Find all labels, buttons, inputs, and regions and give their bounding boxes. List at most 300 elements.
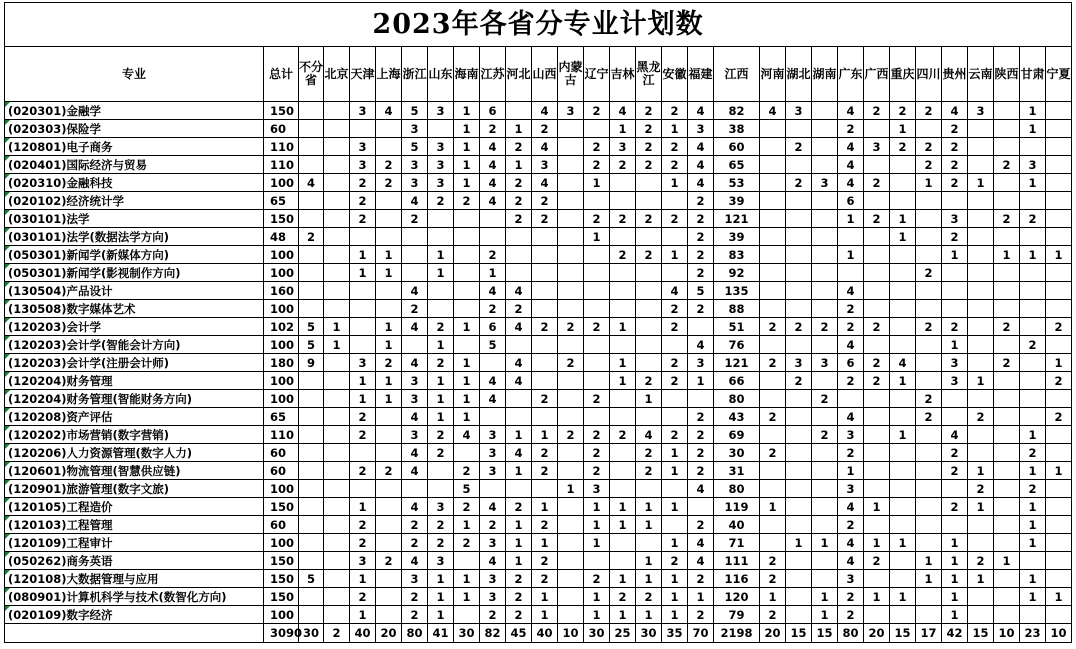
count-cell[interactable] bbox=[299, 408, 324, 426]
count-cell[interactable] bbox=[558, 606, 584, 624]
count-cell[interactable] bbox=[662, 516, 688, 534]
count-cell[interactable]: 2 bbox=[1046, 408, 1072, 426]
count-cell[interactable] bbox=[376, 426, 402, 444]
count-cell[interactable]: 2 bbox=[864, 354, 890, 372]
count-cell[interactable] bbox=[1020, 372, 1046, 390]
count-cell[interactable]: 1 bbox=[610, 606, 636, 624]
count-cell[interactable]: 1 bbox=[350, 372, 376, 390]
count-cell[interactable]: 3 bbox=[532, 156, 558, 174]
count-cell[interactable]: 119 bbox=[714, 498, 760, 516]
major-cell[interactable]: (020301)金融学 bbox=[5, 102, 264, 120]
count-cell[interactable]: 1 bbox=[662, 606, 688, 624]
total-cell[interactable]: 180 bbox=[264, 354, 299, 372]
count-cell[interactable] bbox=[916, 228, 942, 246]
count-cell[interactable]: 2 bbox=[324, 624, 350, 643]
count-cell[interactable]: 4 bbox=[480, 174, 506, 192]
major-cell[interactable]: (120206)人力资源管理(数字人力) bbox=[5, 444, 264, 462]
count-cell[interactable] bbox=[454, 264, 480, 282]
count-cell[interactable] bbox=[1046, 174, 1072, 192]
count-cell[interactable]: 4 bbox=[480, 156, 506, 174]
count-cell[interactable] bbox=[324, 570, 350, 588]
count-cell[interactable] bbox=[890, 156, 916, 174]
count-cell[interactable] bbox=[760, 246, 786, 264]
count-cell[interactable] bbox=[1020, 354, 1046, 372]
count-cell[interactable]: 1 bbox=[1020, 516, 1046, 534]
count-cell[interactable]: 1 bbox=[786, 534, 812, 552]
count-cell[interactable]: 1 bbox=[1020, 120, 1046, 138]
count-cell[interactable] bbox=[610, 264, 636, 282]
count-cell[interactable]: 3 bbox=[838, 426, 864, 444]
count-cell[interactable]: 2 bbox=[916, 264, 942, 282]
count-cell[interactable] bbox=[760, 516, 786, 534]
major-cell[interactable]: (020109)数字经济 bbox=[5, 606, 264, 624]
total-cell[interactable]: 150 bbox=[264, 210, 299, 228]
count-cell[interactable] bbox=[812, 372, 838, 390]
count-cell[interactable] bbox=[402, 480, 428, 498]
count-cell[interactable] bbox=[786, 120, 812, 138]
count-cell[interactable]: 2 bbox=[636, 102, 662, 120]
major-cell[interactable]: (120109)工程审计 bbox=[5, 534, 264, 552]
count-cell[interactable] bbox=[532, 264, 558, 282]
count-cell[interactable]: 2 bbox=[662, 426, 688, 444]
count-cell[interactable] bbox=[376, 516, 402, 534]
count-cell[interactable]: 2 bbox=[480, 120, 506, 138]
count-cell[interactable]: 4 bbox=[299, 174, 324, 192]
count-cell[interactable]: 3 bbox=[942, 354, 968, 372]
count-cell[interactable]: 2 bbox=[916, 102, 942, 120]
count-cell[interactable] bbox=[890, 300, 916, 318]
count-cell[interactable]: 9 bbox=[299, 354, 324, 372]
count-cell[interactable]: 1 bbox=[506, 462, 532, 480]
count-cell[interactable] bbox=[610, 192, 636, 210]
count-cell[interactable] bbox=[890, 390, 916, 408]
count-cell[interactable]: 71 bbox=[714, 534, 760, 552]
count-cell[interactable]: 80 bbox=[714, 390, 760, 408]
total-cell[interactable]: 102 bbox=[264, 318, 299, 336]
count-cell[interactable] bbox=[324, 228, 350, 246]
count-cell[interactable]: 1 bbox=[532, 498, 558, 516]
count-cell[interactable]: 2 bbox=[890, 138, 916, 156]
count-cell[interactable]: 3 bbox=[480, 426, 506, 444]
major-cell[interactable]: (120103)工程管理 bbox=[5, 516, 264, 534]
count-cell[interactable]: 4 bbox=[838, 534, 864, 552]
count-cell[interactable] bbox=[610, 462, 636, 480]
count-cell[interactable] bbox=[760, 156, 786, 174]
count-cell[interactable] bbox=[786, 570, 812, 588]
count-cell[interactable] bbox=[558, 390, 584, 408]
count-cell[interactable]: 66 bbox=[714, 372, 760, 390]
count-cell[interactable]: 2 bbox=[454, 534, 480, 552]
count-cell[interactable]: 2 bbox=[350, 192, 376, 210]
count-cell[interactable]: 1 bbox=[688, 372, 714, 390]
count-cell[interactable]: 1 bbox=[1046, 354, 1072, 372]
count-cell[interactable]: 1 bbox=[890, 588, 916, 606]
count-cell[interactable] bbox=[812, 498, 838, 516]
count-cell[interactable]: 43 bbox=[714, 408, 760, 426]
count-cell[interactable]: 4 bbox=[662, 282, 688, 300]
count-cell[interactable] bbox=[324, 192, 350, 210]
count-cell[interactable] bbox=[324, 282, 350, 300]
count-cell[interactable]: 3 bbox=[350, 138, 376, 156]
count-cell[interactable] bbox=[350, 480, 376, 498]
count-cell[interactable]: 1 bbox=[890, 534, 916, 552]
major-cell[interactable]: (120203)会计学 bbox=[5, 318, 264, 336]
count-cell[interactable] bbox=[558, 138, 584, 156]
count-cell[interactable]: 2 bbox=[942, 228, 968, 246]
count-cell[interactable] bbox=[454, 552, 480, 570]
count-cell[interactable] bbox=[786, 228, 812, 246]
count-cell[interactable]: 1 bbox=[428, 408, 454, 426]
count-cell[interactable] bbox=[324, 138, 350, 156]
count-cell[interactable]: 4 bbox=[636, 426, 662, 444]
count-cell[interactable]: 30 bbox=[299, 624, 324, 643]
count-cell[interactable]: 2 bbox=[428, 354, 454, 372]
count-cell[interactable] bbox=[610, 228, 636, 246]
count-cell[interactable]: 80 bbox=[714, 480, 760, 498]
count-cell[interactable]: 2 bbox=[532, 462, 558, 480]
count-cell[interactable]: 2 bbox=[864, 372, 890, 390]
count-cell[interactable]: 2 bbox=[506, 606, 532, 624]
count-cell[interactable] bbox=[299, 246, 324, 264]
count-cell[interactable]: 2 bbox=[916, 408, 942, 426]
count-cell[interactable]: 4 bbox=[480, 390, 506, 408]
count-cell[interactable] bbox=[558, 174, 584, 192]
count-cell[interactable]: 45 bbox=[506, 624, 532, 643]
count-cell[interactable] bbox=[558, 570, 584, 588]
count-cell[interactable] bbox=[864, 480, 890, 498]
count-cell[interactable] bbox=[324, 354, 350, 372]
count-cell[interactable] bbox=[324, 300, 350, 318]
count-cell[interactable]: 1 bbox=[968, 462, 994, 480]
count-cell[interactable] bbox=[558, 228, 584, 246]
count-cell[interactable] bbox=[760, 480, 786, 498]
count-cell[interactable] bbox=[584, 264, 610, 282]
count-cell[interactable] bbox=[1046, 336, 1072, 354]
total-cell[interactable]: 60 bbox=[264, 120, 299, 138]
count-cell[interactable]: 4 bbox=[480, 498, 506, 516]
count-cell[interactable] bbox=[1046, 192, 1072, 210]
count-cell[interactable] bbox=[864, 390, 890, 408]
count-cell[interactable] bbox=[324, 444, 350, 462]
count-cell[interactable]: 1 bbox=[1020, 174, 1046, 192]
count-cell[interactable]: 1 bbox=[1020, 462, 1046, 480]
count-cell[interactable] bbox=[812, 156, 838, 174]
total-cell[interactable]: 150 bbox=[264, 498, 299, 516]
count-cell[interactable]: 83 bbox=[714, 246, 760, 264]
count-cell[interactable]: 2 bbox=[838, 120, 864, 138]
total-cell[interactable]: 100 bbox=[264, 534, 299, 552]
count-cell[interactable] bbox=[662, 264, 688, 282]
count-cell[interactable]: 5 bbox=[454, 480, 480, 498]
count-cell[interactable] bbox=[968, 444, 994, 462]
count-cell[interactable] bbox=[864, 426, 890, 444]
count-cell[interactable] bbox=[916, 426, 942, 444]
count-cell[interactable]: 2 bbox=[688, 192, 714, 210]
count-cell[interactable]: 2 bbox=[480, 606, 506, 624]
count-cell[interactable]: 2 bbox=[584, 102, 610, 120]
count-cell[interactable]: 1 bbox=[454, 570, 480, 588]
count-cell[interactable]: 4 bbox=[688, 102, 714, 120]
count-cell[interactable]: 1 bbox=[838, 210, 864, 228]
count-cell[interactable]: 1 bbox=[890, 426, 916, 444]
count-cell[interactable]: 1 bbox=[428, 588, 454, 606]
count-cell[interactable]: 3 bbox=[480, 534, 506, 552]
count-cell[interactable] bbox=[916, 588, 942, 606]
count-cell[interactable] bbox=[1046, 156, 1072, 174]
count-cell[interactable]: 2 bbox=[916, 156, 942, 174]
count-cell[interactable] bbox=[324, 174, 350, 192]
count-cell[interactable] bbox=[786, 516, 812, 534]
count-cell[interactable]: 88 bbox=[714, 300, 760, 318]
count-cell[interactable] bbox=[968, 282, 994, 300]
count-cell[interactable]: 3 bbox=[428, 102, 454, 120]
count-cell[interactable] bbox=[610, 444, 636, 462]
count-cell[interactable] bbox=[299, 588, 324, 606]
count-cell[interactable] bbox=[890, 516, 916, 534]
count-cell[interactable]: 1 bbox=[584, 534, 610, 552]
count-cell[interactable]: 3 bbox=[786, 102, 812, 120]
count-cell[interactable] bbox=[402, 264, 428, 282]
count-cell[interactable] bbox=[610, 534, 636, 552]
count-cell[interactable]: 2 bbox=[890, 102, 916, 120]
count-cell[interactable] bbox=[994, 480, 1020, 498]
count-cell[interactable]: 2 bbox=[838, 318, 864, 336]
count-cell[interactable]: 2 bbox=[662, 552, 688, 570]
count-cell[interactable]: 3 bbox=[402, 156, 428, 174]
count-cell[interactable] bbox=[812, 192, 838, 210]
count-cell[interactable] bbox=[1046, 606, 1072, 624]
count-cell[interactable]: 2 bbox=[760, 354, 786, 372]
count-cell[interactable]: 1 bbox=[1020, 102, 1046, 120]
count-cell[interactable]: 1 bbox=[890, 228, 916, 246]
count-cell[interactable]: 1 bbox=[454, 354, 480, 372]
count-cell[interactable]: 2 bbox=[688, 606, 714, 624]
major-cell[interactable]: (120108)大数据管理与应用 bbox=[5, 570, 264, 588]
count-cell[interactable] bbox=[994, 444, 1020, 462]
count-cell[interactable] bbox=[558, 534, 584, 552]
count-cell[interactable]: 1 bbox=[760, 588, 786, 606]
count-cell[interactable] bbox=[812, 282, 838, 300]
count-cell[interactable] bbox=[506, 102, 532, 120]
count-cell[interactable] bbox=[1046, 570, 1072, 588]
count-cell[interactable]: 4 bbox=[402, 498, 428, 516]
count-cell[interactable]: 1 bbox=[662, 120, 688, 138]
count-cell[interactable]: 2 bbox=[636, 588, 662, 606]
count-cell[interactable] bbox=[299, 120, 324, 138]
count-cell[interactable]: 2 bbox=[584, 426, 610, 444]
count-cell[interactable] bbox=[506, 264, 532, 282]
count-cell[interactable]: 2 bbox=[350, 516, 376, 534]
total-cell[interactable]: 48 bbox=[264, 228, 299, 246]
count-cell[interactable]: 2 bbox=[532, 210, 558, 228]
count-cell[interactable]: 2 bbox=[350, 210, 376, 228]
count-cell[interactable]: 2 bbox=[480, 300, 506, 318]
count-cell[interactable]: 1 bbox=[916, 570, 942, 588]
total-cell[interactable]: 60 bbox=[264, 516, 299, 534]
count-cell[interactable]: 1 bbox=[864, 588, 890, 606]
count-cell[interactable]: 5 bbox=[402, 138, 428, 156]
count-cell[interactable]: 2 bbox=[584, 138, 610, 156]
count-cell[interactable] bbox=[1020, 552, 1046, 570]
count-cell[interactable]: 3 bbox=[838, 570, 864, 588]
count-cell[interactable] bbox=[1046, 120, 1072, 138]
count-cell[interactable] bbox=[786, 552, 812, 570]
total-cell[interactable]: 60 bbox=[264, 444, 299, 462]
count-cell[interactable]: 1 bbox=[558, 480, 584, 498]
count-cell[interactable]: 2 bbox=[1020, 336, 1046, 354]
count-cell[interactable] bbox=[968, 156, 994, 174]
count-cell[interactable]: 2 bbox=[916, 138, 942, 156]
count-cell[interactable] bbox=[890, 606, 916, 624]
count-cell[interactable] bbox=[299, 516, 324, 534]
count-cell[interactable]: 4 bbox=[532, 174, 558, 192]
count-cell[interactable]: 3 bbox=[480, 570, 506, 588]
count-cell[interactable]: 1 bbox=[428, 336, 454, 354]
count-cell[interactable]: 1 bbox=[350, 264, 376, 282]
count-cell[interactable]: 2 bbox=[376, 552, 402, 570]
count-cell[interactable]: 1 bbox=[636, 552, 662, 570]
count-cell[interactable]: 2 bbox=[636, 210, 662, 228]
count-cell[interactable]: 4 bbox=[760, 102, 786, 120]
major-cell[interactable]: (030101)法学(数据法学方向) bbox=[5, 228, 264, 246]
count-cell[interactable] bbox=[558, 210, 584, 228]
count-cell[interactable] bbox=[968, 246, 994, 264]
count-cell[interactable] bbox=[454, 282, 480, 300]
count-cell[interactable] bbox=[1046, 264, 1072, 282]
count-cell[interactable] bbox=[864, 228, 890, 246]
total-cell[interactable]: 100 bbox=[264, 246, 299, 264]
count-cell[interactable]: 2 bbox=[636, 120, 662, 138]
count-cell[interactable]: 15 bbox=[812, 624, 838, 643]
major-cell[interactable]: (120601)物流管理(智慧供应链) bbox=[5, 462, 264, 480]
count-cell[interactable]: 1 bbox=[584, 498, 610, 516]
count-cell[interactable]: 1 bbox=[890, 210, 916, 228]
count-cell[interactable] bbox=[890, 318, 916, 336]
count-cell[interactable] bbox=[324, 426, 350, 444]
count-cell[interactable]: 2 bbox=[1046, 318, 1072, 336]
count-cell[interactable] bbox=[760, 462, 786, 480]
count-cell[interactable]: 4 bbox=[402, 552, 428, 570]
count-cell[interactable] bbox=[428, 462, 454, 480]
count-cell[interactable]: 1 bbox=[662, 534, 688, 552]
count-cell[interactable]: 2 bbox=[688, 570, 714, 588]
count-cell[interactable]: 4 bbox=[838, 156, 864, 174]
count-cell[interactable] bbox=[968, 390, 994, 408]
count-cell[interactable]: 1 bbox=[942, 552, 968, 570]
count-cell[interactable]: 2 bbox=[688, 300, 714, 318]
count-cell[interactable] bbox=[350, 444, 376, 462]
count-cell[interactable]: 2 bbox=[584, 462, 610, 480]
count-cell[interactable]: 121 bbox=[714, 210, 760, 228]
count-cell[interactable] bbox=[506, 480, 532, 498]
count-cell[interactable]: 1 bbox=[610, 498, 636, 516]
count-cell[interactable] bbox=[760, 228, 786, 246]
count-cell[interactable] bbox=[584, 408, 610, 426]
count-cell[interactable]: 3 bbox=[480, 444, 506, 462]
total-cell[interactable]: 100 bbox=[264, 300, 299, 318]
count-cell[interactable] bbox=[994, 336, 1020, 354]
count-cell[interactable]: 4 bbox=[688, 480, 714, 498]
count-cell[interactable] bbox=[994, 516, 1020, 534]
count-cell[interactable]: 2 bbox=[662, 300, 688, 318]
count-cell[interactable]: 3 bbox=[350, 354, 376, 372]
count-cell[interactable] bbox=[610, 480, 636, 498]
count-cell[interactable] bbox=[402, 246, 428, 264]
count-cell[interactable] bbox=[1046, 480, 1072, 498]
count-cell[interactable]: 1 bbox=[584, 516, 610, 534]
count-cell[interactable]: 2 bbox=[584, 318, 610, 336]
count-cell[interactable] bbox=[994, 102, 1020, 120]
count-cell[interactable]: 2 bbox=[1020, 480, 1046, 498]
count-cell[interactable] bbox=[890, 552, 916, 570]
count-cell[interactable]: 1 bbox=[376, 336, 402, 354]
count-cell[interactable]: 2 bbox=[688, 264, 714, 282]
count-cell[interactable] bbox=[299, 264, 324, 282]
count-cell[interactable] bbox=[299, 282, 324, 300]
count-cell[interactable] bbox=[786, 498, 812, 516]
count-cell[interactable] bbox=[968, 336, 994, 354]
count-cell[interactable]: 3 bbox=[812, 174, 838, 192]
count-cell[interactable] bbox=[688, 318, 714, 336]
count-cell[interactable]: 2 bbox=[376, 462, 402, 480]
count-cell[interactable]: 1 bbox=[506, 426, 532, 444]
count-cell[interactable] bbox=[890, 282, 916, 300]
count-cell[interactable] bbox=[662, 408, 688, 426]
count-cell[interactable] bbox=[584, 552, 610, 570]
count-cell[interactable]: 4 bbox=[838, 552, 864, 570]
count-cell[interactable] bbox=[916, 480, 942, 498]
count-cell[interactable] bbox=[916, 516, 942, 534]
count-cell[interactable]: 2 bbox=[610, 588, 636, 606]
total-cell[interactable]: 100 bbox=[264, 264, 299, 282]
count-cell[interactable] bbox=[1046, 516, 1072, 534]
count-cell[interactable] bbox=[994, 228, 1020, 246]
count-cell[interactable]: 2 bbox=[838, 606, 864, 624]
count-cell[interactable]: 2 bbox=[760, 408, 786, 426]
count-cell[interactable] bbox=[760, 534, 786, 552]
count-cell[interactable]: 3 bbox=[350, 552, 376, 570]
count-cell[interactable] bbox=[324, 372, 350, 390]
count-cell[interactable]: 25 bbox=[610, 624, 636, 643]
count-cell[interactable]: 2 bbox=[838, 444, 864, 462]
count-cell[interactable]: 2 bbox=[584, 390, 610, 408]
count-cell[interactable] bbox=[916, 372, 942, 390]
count-cell[interactable] bbox=[558, 336, 584, 354]
count-cell[interactable] bbox=[760, 336, 786, 354]
total-cell[interactable]: 100 bbox=[264, 480, 299, 498]
total-cell[interactable]: 150 bbox=[264, 588, 299, 606]
count-cell[interactable] bbox=[299, 480, 324, 498]
count-cell[interactable]: 40 bbox=[532, 624, 558, 643]
count-cell[interactable] bbox=[968, 300, 994, 318]
count-cell[interactable] bbox=[890, 498, 916, 516]
count-cell[interactable]: 4 bbox=[402, 192, 428, 210]
count-cell[interactable]: 120 bbox=[714, 588, 760, 606]
count-cell[interactable] bbox=[1020, 606, 1046, 624]
count-cell[interactable]: 2 bbox=[636, 372, 662, 390]
count-cell[interactable] bbox=[916, 120, 942, 138]
count-cell[interactable]: 20 bbox=[864, 624, 890, 643]
count-cell[interactable]: 1 bbox=[454, 138, 480, 156]
count-cell[interactable]: 2 bbox=[864, 210, 890, 228]
count-cell[interactable]: 4 bbox=[610, 102, 636, 120]
count-cell[interactable] bbox=[1046, 444, 1072, 462]
count-cell[interactable] bbox=[610, 282, 636, 300]
count-cell[interactable] bbox=[428, 210, 454, 228]
count-cell[interactable] bbox=[428, 120, 454, 138]
count-cell[interactable]: 1 bbox=[428, 390, 454, 408]
count-cell[interactable] bbox=[916, 210, 942, 228]
